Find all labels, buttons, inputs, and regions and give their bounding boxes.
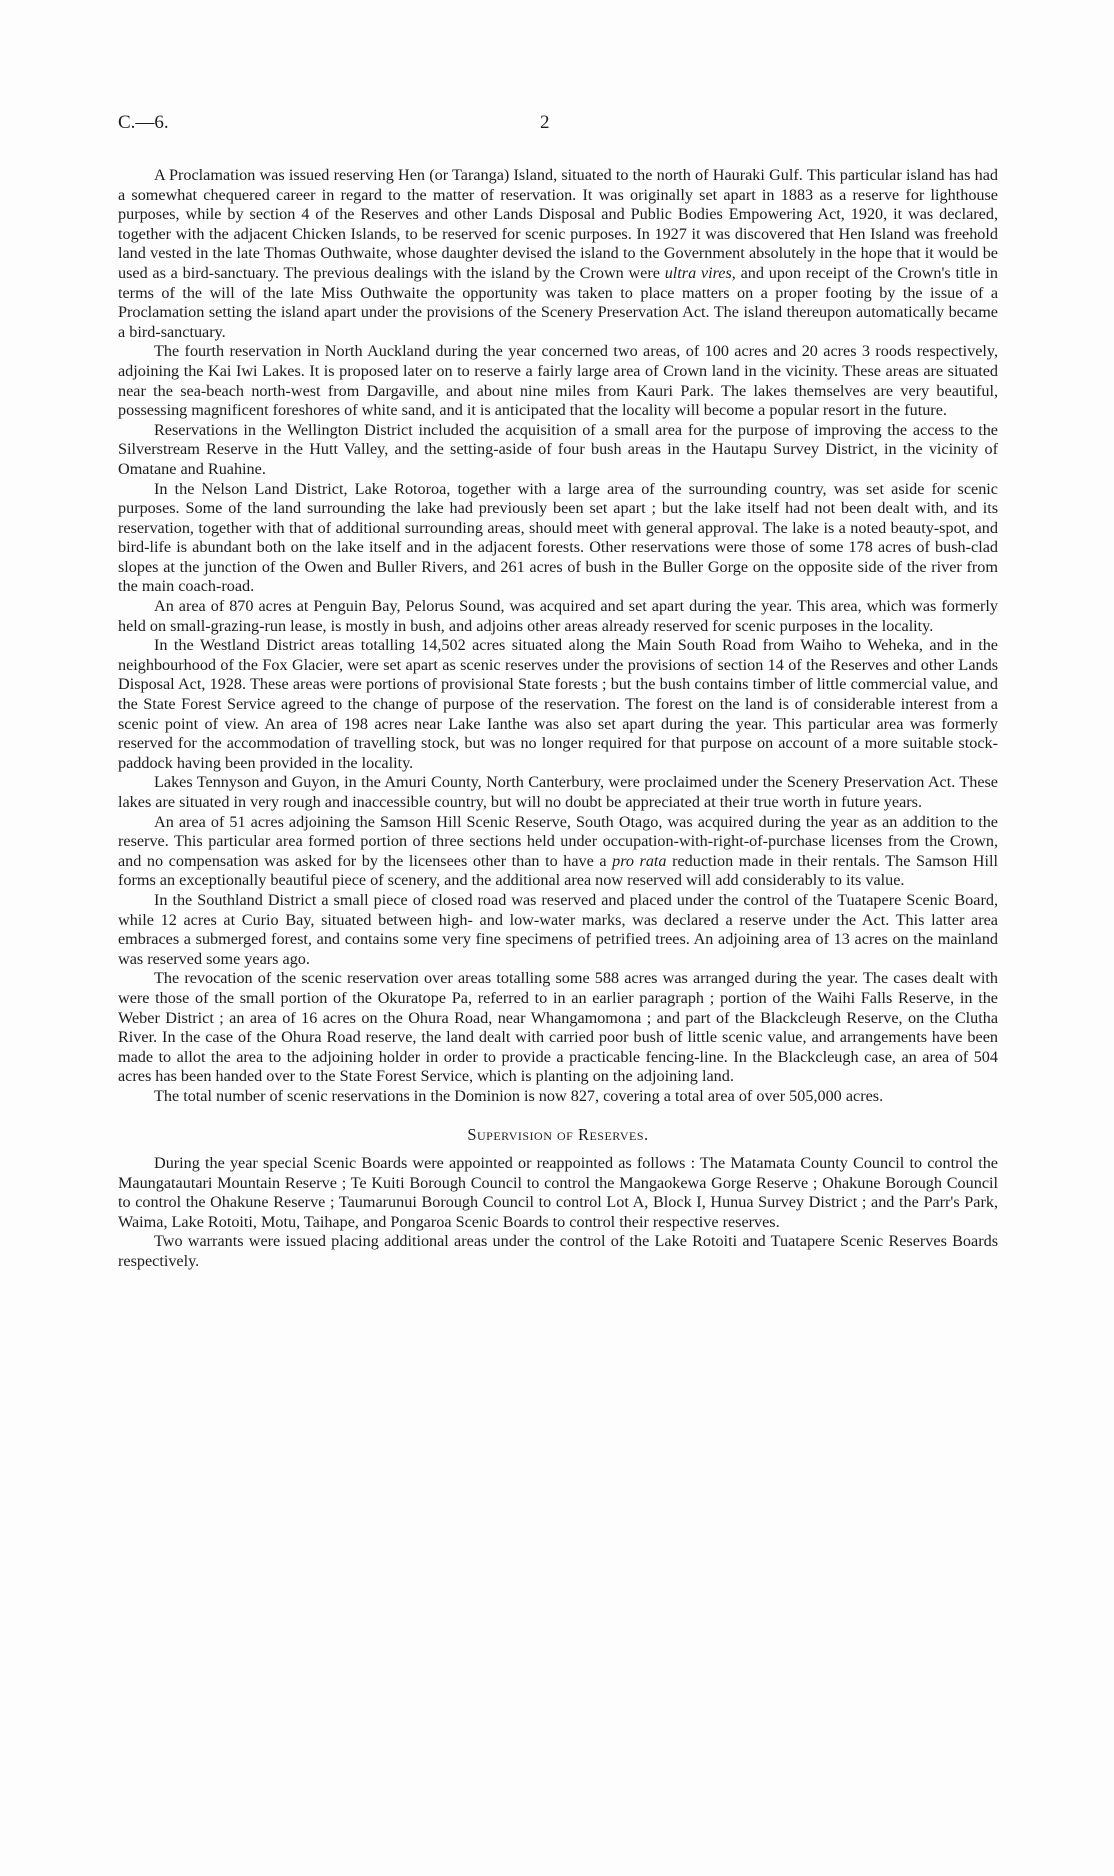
paragraph-westland: In the Westland District areas totalling 14,502 acres situated along the Main South Road from Waiho to Weheka, and in the neighbourhood of the Fox Glacier, were set apart as scenic reserves under the provisions of section 14 of the Reserves and other Lands Disposal Act, 1928. These areas were portions of provisional State forests ; but the bush contains timber of little commercial value, and the State Forest Service agreed to the change of purpose of the reservation. The forest on the land is of considerable interest from a scenic point of view. An area of 198 acres near Lake Ianthe was also set apart during the year. This particular area was formerly reserved for the accommodation of travelling stock, but was no longer required for that purpose on account of a more suitable stock-paddock having been provided in the locality. xyxy=(118,636,998,772)
paragraph-kai-iwi-lakes: The fourth reservation in North Auckland during the year concerned two areas, of 100 acres and 20 acres 3 roods respectively, adjoining the Kai Iwi Lakes. It is proposed later on to reserve a fairly large area of Crown land in the vicinity. These areas are situated near the sea-beach north-west from Dargaville, and about nine miles from Kauri Park. The lakes themselves are very beautiful, possessing magnificent foreshores of white sand, and it is anticipated that the locality will become a popular resort in the future. xyxy=(118,342,998,420)
paragraph-nelson: In the Nelson Land District, Lake Rotoroa, together with a large area of the surrounding country, was set aside for scenic purposes. Some of the land surrounding the lake had previously been set apart ; but the lake itself had not been dealt with, and its reservation, together with that of additional surrounding areas, should meet with general approval. The lake is a noted beauty-spot, and bird-life is abundant both on the lake itself and in the adjacent forests. Other reservations were those of some 178 acres of bush-clad slopes at the junction of the Owen and Buller Rivers, and 261 acres of bush in the Buller Gorge on the opposite side of the river from the main coach-road. xyxy=(118,479,998,596)
paragraph-revocation: The revocation of the scenic reservation over areas totalling some 588 acres was arranged during the year. The cases dealt with were those of the small portion of the Okuratope Pa, referred to in an earlier paragraph ; portion of the Waihi Falls Reserve, in the Weber District ; an area of 16 acres on the Ohura Road, near Whangamomona ; and part of the Blackcleugh Reserve, on the Clutha River. In the case of the Ohura Road reserve, the land dealt with carried poor bush of little scenic value, and arrangements have been made to allot the area to the adjoining holder in order to provide a practicable fencing-line. In the Blackcleugh case, an area of 504 acres has been handed over to the State Forest Service, which is planting on the adjoining land. xyxy=(118,969,998,1086)
paragraph-warrants: Two warrants were issued placing additional areas under the control of the Lake Rotoiti and Tuatapere Scenic Reserves Boards respectively. xyxy=(118,1232,998,1271)
italic-phrase: ultra vires, xyxy=(664,263,736,282)
paragraph-samson-hill: An area of 51 acres adjoining the Samson Hill Scenic Reserve, South Otago, was acquired during the year as an addition to the reserve. This particular area formed portion of three sections held under occupation-with-right-of-purchase licenses from the Crown, and no compensation was asked for by the licensees other than to have a pro rata reduction made in their rentals. The Samson Hill forms an exceptionally beautiful piece of scenery, and the additional area now reserved will add considerably to its value. xyxy=(118,812,998,890)
paragraph-penguin-bay: An area of 870 acres at Penguin Bay, Pelorus Sound, was acquired and set apart during the year. This area, which was formerly held on small-grazing-run lease, is mostly in bush, and adjoins other areas already reserved for scenic purposes in the locality. xyxy=(118,597,998,635)
section-heading: Supervision of Reserves. xyxy=(467,1124,649,1144)
paragraph-wellington: Reservations in the Wellington District included the acquisition of a small area for the purpose of improving the access to the Silverstream Reserve in the Hutt Valley, and the setting-aside of four bush areas in the Hautapu Survey District, in the vicinity of Omatane and Ruahine. xyxy=(118,420,998,478)
page-number: 2 xyxy=(540,112,550,133)
paragraph-hen-island: A Proclamation was issued reserving Hen (or Taranga) Island, situated to the north of Hauraki Gulf. This particular island has had a somewhat chequered career in regard to the matter of reservation. It was originally set apart in 1883 as a reserve for lighthouse purposes, while by section 4 of the Reserves and other Lands Disposal and Public Bodies Empowering Act, 1920, it was declared, together with the adjacent Chicken Islands, to be reserved for scenic purposes. In 1927 it was discovered that Hen Island was freehold land vested in the late Thomas Outhwaite, whose daughter devised the island to the Government absolutely in the hope that it would be used as a bird-sanctuary. The previous dealings with the island by the Crown were ultra vires, and upon receipt of the Crown's title in terms of the will of the late Miss Outhwaite the opportunity was taken to place matters on a proper footing by the issue of a Proclamation setting the island apart under the provisions of the Scenery Preservation Act. The island thereupon automatically became a bird-sanctuary. xyxy=(118,166,998,341)
italic-phrase: pro rata xyxy=(612,851,667,870)
paragraph-lakes-tennyson-guyon: Lakes Tennyson and Guyon, in the Amuri County, North Canterbury, were proclaimed under the Scenery Preservation Act. These lakes are situated in very rough and inaccessible country, but will no doubt be appreciated at their true worth in future years. xyxy=(118,773,998,811)
paragraph-scenic-boards: During the year special Scenic Boards were appointed or reappointed as follows : The Matamata County Council to control the Maungatautari Mountain Reserve ; Te Kuiti Borough Council to control the Mangaokewa Gorge Reserve ; Ohakune Borough Council to control the Ohakune Reserve ; Taumarunui Borough Council to control Lot A, Block I, Hunua Survey District ; and the Parr's Park, Waima, Lake Rotoiti, Motu, Taihape, and Pongaroa Scenic Boards to control their respective reserves. xyxy=(118,1154,998,1231)
paragraph-total-reservations: The total number of scenic reservations in the Dominion is now 827, covering a total area of over 505,000 acres. xyxy=(154,1086,884,1105)
page-header xyxy=(118,112,998,142)
document-reference: C.—6. xyxy=(118,112,169,133)
body-text xyxy=(118,166,998,1272)
paragraph-southland: In the Southland District a small piece of closed road was reserved and placed under the control of the Tuatapere Scenic Board, while 12 acres at Curio Bay, situated between high- and low-water marks, was declared a reserve under the Act. This latter area embraces a submerged forest, and contains some very fine specimens of petrified trees. An adjoining area of 13 acres on the mainland was reserved some years ago. xyxy=(118,890,998,968)
